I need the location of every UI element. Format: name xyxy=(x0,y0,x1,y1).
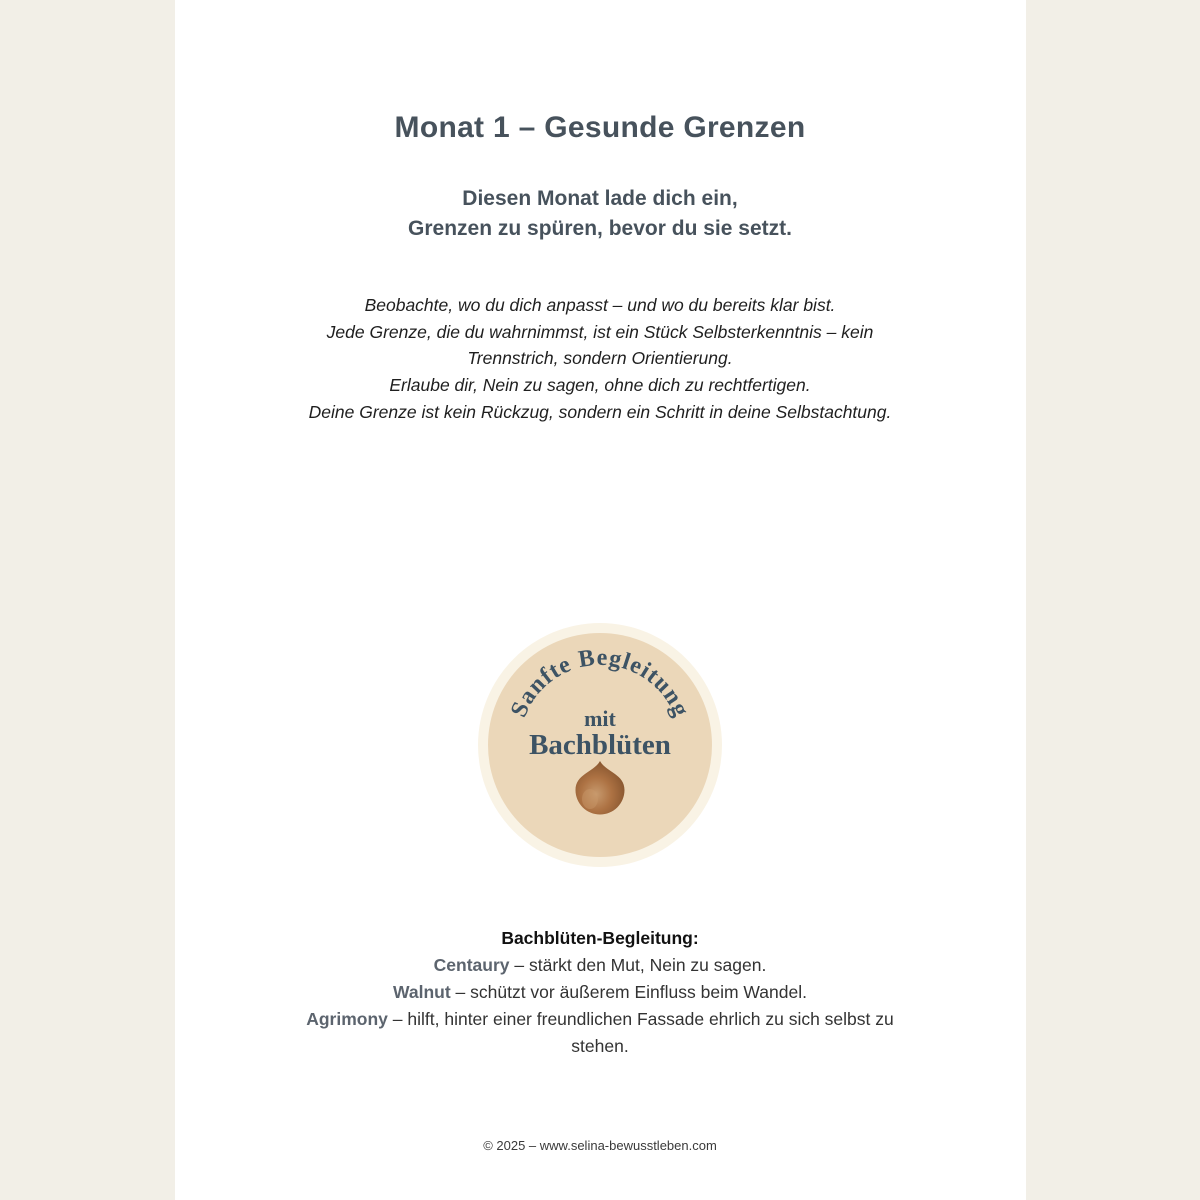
remedy-item-centaury xyxy=(300,952,900,979)
page-title: Monat 1 – Gesunde Grenzen xyxy=(394,111,806,144)
badge-graphic xyxy=(478,623,722,867)
remedies-heading: Bachblüten-Begleitung: xyxy=(501,927,699,948)
remedy-name: Agrimony xyxy=(306,1008,388,1029)
subtitle xyxy=(175,184,1026,244)
subtitle-line-1: Diesen Monat lade dich ein, xyxy=(462,187,738,210)
remedy-item-agrimony xyxy=(300,1006,900,1060)
intro-line: Erlaube dir, Nein zu sagen, ohne dich zu rechtfertigen. xyxy=(389,375,811,396)
remedy-name: Walnut xyxy=(393,981,451,1002)
badge-line-mit: mit xyxy=(584,705,616,731)
intro-line: Deine Grenze ist kein Rückzug, sondern ein Schritt in deine Selbstachtung. xyxy=(308,401,892,422)
remedy-description: – schützt vor äußerem Einfluss beim Wandel. xyxy=(450,981,807,1002)
intro-line: Jede Grenze, die du wahrnimmst, ist ein Stück Selbsterkenntnis – kein xyxy=(326,321,874,342)
document-page xyxy=(175,0,1026,1200)
badge-arc-text: Sanfte Begleitung xyxy=(505,644,695,721)
intro-line: Beobachte, wo du dich anpasst – und wo du bereits klar bist. xyxy=(364,295,836,315)
badge-line-bachblueten: Bachblüten xyxy=(529,728,671,761)
remedy-description: – stärkt den Mut, Nein zu sagen. xyxy=(509,954,767,975)
bachblueten-badge xyxy=(175,623,1026,867)
remedy-item-walnut xyxy=(300,979,900,1006)
intro-paragraph xyxy=(175,292,1026,426)
remedy-description: – hilft, hinter einer freundlichen Fassade ehrlich zu sich selbst zu stehen. xyxy=(387,1008,894,1056)
subtitle-line-2: Grenzen zu spüren, bevor du sie setzt. xyxy=(408,217,792,240)
remedies-section xyxy=(175,925,1026,1060)
footer-copyright: © 2025 – www.selina-bewusstleben.com xyxy=(483,1138,717,1153)
intro-line: Trennstrich, sondern Orientierung. xyxy=(467,348,733,369)
remedy-name: Centaury xyxy=(433,954,510,975)
